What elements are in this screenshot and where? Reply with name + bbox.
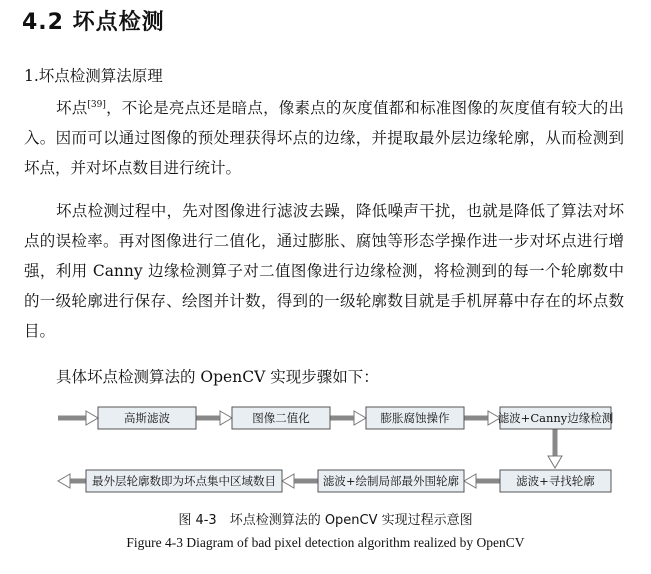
arrow-3-4 <box>464 411 500 425</box>
arrow-start <box>58 411 98 425</box>
paragraph-1 <box>24 93 624 183</box>
flow-step-2-label: 图像二值化 <box>252 411 310 425</box>
flow-step-6 <box>318 470 464 492</box>
flow-step-3 <box>366 407 464 429</box>
flow-step-6-label: 滤波+绘制局部最外围轮廓 <box>322 474 460 488</box>
arrow-6-7 <box>282 474 318 488</box>
flow-step-1-label: 高斯滤波 <box>124 411 170 425</box>
flow-diagram <box>0 398 651 503</box>
figure-caption-cn: 图 4-3 坏点检测算法的 OpenCV 实现过程示意图 <box>178 513 473 528</box>
section-heading: 4.2 坏点检测 <box>22 10 165 35</box>
arrow-4-5 <box>548 429 562 468</box>
paragraph-1-body: ，不论是亮点还是暗点，像素点的灰度值都和标准图像的灰度值有较大的出入。因而可以通过图像的预处理获得坏点的边缘，并提取最外层边缘轮廓，从而检测到坏点，并对坏点数目进行统计。 <box>24 99 624 177</box>
paragraph-1-lead: 坏点 <box>56 99 88 117</box>
flow-step-1 <box>98 407 196 429</box>
paragraph-2: 坏点检测过程中，先对图像进行滤波去躁，降低噪声干扰，也就是降低了算法对坏点的误检率。再对图像进行二值化，通过膨胀、腐蚀等形态学操作进一步对坏点进行增强，利用 Canny 边缘检测算子对二值图像进行边缘检测，将检测到的每一个轮廓数中的一级轮廓进行保存、绘图并计数，得到的一级轮廓数目就是手机屏幕中存在的坏点数目。 <box>24 202 624 340</box>
flow-step-4-label: 滤波+Canny边缘检测 <box>497 411 614 425</box>
arrow-1-2 <box>196 411 232 425</box>
arrow-5-6 <box>464 474 500 488</box>
flow-step-5-label: 滤波+寻找轮廓 <box>516 474 595 488</box>
arrow-end <box>58 474 86 488</box>
figure-caption-en: Figure 4-3 Diagram of bad pixel detection algorithm realized by OpenCV <box>126 535 525 550</box>
flow-step-3-label: 膨胀腐蚀操作 <box>380 411 450 425</box>
flow-step-2 <box>232 407 330 429</box>
flow-step-4 <box>498 407 614 429</box>
flow-step-7 <box>86 470 282 492</box>
flow-step-7-label: 最外层轮廓数即为坏点集中区域数目 <box>92 474 276 488</box>
citation-ref: [39] <box>87 100 106 110</box>
subsection-heading: 1.坏点检测算法原理 <box>24 67 163 85</box>
arrow-2-3 <box>330 411 366 425</box>
flow-step-5 <box>500 470 611 492</box>
paragraph-3: 具体坏点检测算法的 OpenCV 实现步骤如下： <box>56 368 379 386</box>
